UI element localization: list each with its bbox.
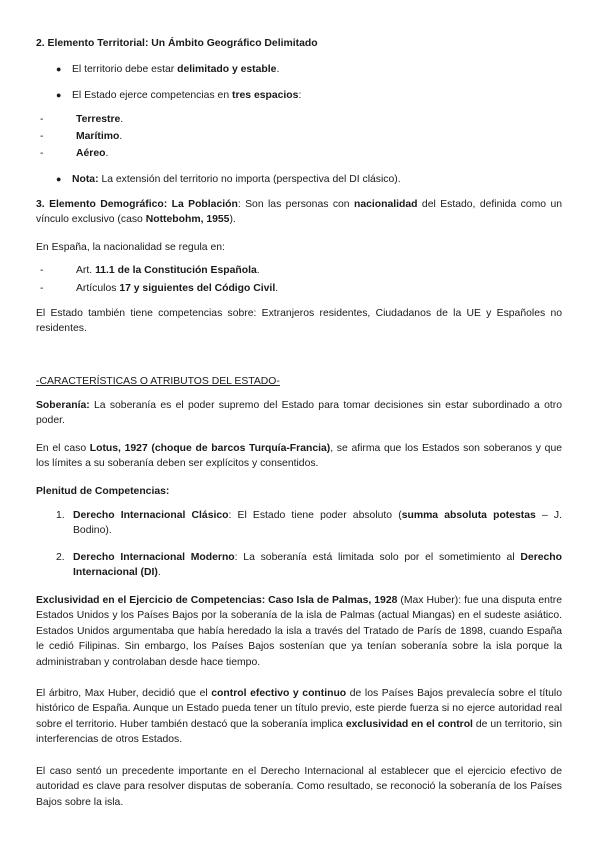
bullet-icon: ● [56,64,62,74]
document-page: 2. Elemento Territorial: Un Ámbito Geográfico Delimitado ● El territorio debe estar delimitado y estable. ● El Estado ejerce competencias en tres espacios: - Terrestre. - Marítimo. - Aéreo. ● Nota: La extensión del territorio no importa (perspectiva del DI clásico). 3. Elemento Demográfico: La Población: Son las personas con nacionalidad del Estado, definida como un vínculo exclusivo (caso Nottebohm, 1955). En España, la nacionalidad se regula en: - Art. 11.1 de la Constitución Española. - Artículos 17 y siguientes del Código Civil. El Estado también tiene competencias sobre: Extranjeros residentes, Ciudadanos de la UE y Españoles no residentes. -CARACTERÍSTICAS O ATRIBUTOS DEL ESTADO- Soberanía: La soberanía es el poder supremo del Estado para tomar decisiones sin estar subordinado a otro poder. En el caso Lotus, 1927 (choque de barcos Turquía-Francia), se afirma que los Estados son soberanos y que los límites a su soberanía deben ser explícitos y consentidos. Plenitud de Competencias: 1. Derecho Internacional Clásico: El Estado tiene poder absoluto (summa absoluta potestas – J. Bodino). 2. Derecho Internacional Moderno: La soberanía está limitada solo por el sometimiento al Derecho Internacional (DI). Exclusividad en el Ejercicio de Competencias: Caso Isla de Palmas, 1928 (Max Huber): fue una disputa entre Estados Unidos y los Países Bajos por la soberanía de la isla de Palmas (actual Miangas) en el sudeste asiático. Estados Unidos argumentaba que había heredado la isla a través del Tratado de París de 1898, cuando España le cedió Filipinas. Sin embargo, los Países Bajos sostenían que ya tenían soberanía sobre la isla porque la administraban y controlaban desde hace tiempo. El árbitro, Max Huber, decidió que el control efectivo y continuo de los Países Bajos prevalecía sobre el título histórico de España. Aunque un Estado pueda tener un título previo, este pierde fuerza si no ejerce autoridad real sobre el territorio. Huber también destacó que la soberanía implica exclusividad en el control de un territorio, sin interferencias de otros Estados. El caso sentó un precedente importante en el Derecho Internacional al establecer que el ejercicio efectivo de autoridad es clave para resolver disputas de soberanía. Como resultado, se reconoció la soberanía de los Países Bajos sobre la isla. [0,0,599,848]
paragraph-competencias: El Estado también tiene competencias sobre: Extranjeros residentes, Ciudadanos de la UE y Españoles no residentes. [36,308,562,335]
paragraph-conclusion: El caso sentó un precedente importante en el Derecho Internacional al establecer que el ejercicio efectivo de autoridad es clave para resolver disputas de soberanía. Como resultado, se reconoció la soberanía de los Países Bajos sobre la isla. [36,766,562,808]
paragraph-soberania: Soberanía: La soberanía es el poder supremo del Estado para tomar decisiones sin estar subordinado a otro poder. [36,400,562,427]
dash-marker: - [40,283,44,294]
dash-marker: - [40,148,44,159]
section-heading: -CARACTERÍSTICAS O ATRIBUTOS DEL ESTADO- [36,376,280,387]
dash-marker: - [40,265,44,276]
paragraph-poblacion: 3. Elemento Demográfico: La Población: Son las personas con nacionalidad del Estado, definida como un vínculo exclusivo (caso Nottebohm, 1955). [36,199,563,226]
bullet-icon: ● [56,174,62,184]
bullet-icon: ● [56,90,62,100]
paragraph-nacionalidad: En España, la nacionalidad se regula en: [36,242,225,253]
paragraph-lotus: En el caso Lotus, 1927 (choque de barcos Turquía-Francia), se afirma que los Estados son soberanos y que los límites a su soberanía deben ser explícitos y consentidos. [36,443,562,470]
paragraph-isla-palmas: Exclusividad en el Ejercicio de Competencias: Caso Isla de Palmas, 1928 (Max Huber): fue una disputa entre Estados Unidos y los Países Bajos por la soberanía de la isla de Palmas (actual Miangas) en el sudeste asiático. Estados Unidos argumentaba que había heredado la isla a través del Tratado de París de 1898, cuando España le cedió Filipinas. Sin embargo, los Países Bajos sostenían que ya tenían soberanía sobre la isla porque la administraban y controlaban desde hace tiempo. [36,595,563,668]
plenitud-heading: Plenitud de Competencias: [36,486,170,497]
dash-marker: - [40,114,44,125]
section-2-title: 2. Elemento Territorial: Un Ámbito Geográfico Delimitado [36,38,318,49]
dash-marker: - [40,131,44,142]
paragraph-huber: El árbitro, Max Huber, decidió que el control efectivo y continuo de los Países Bajos prevalecía sobre el título histórico de España. Aunque un Estado pueda tener un título previo, este pierde fuerza si no ejerce autoridad real sobre el territorio. Huber también destacó que la soberanía implica exclusividad en el control de un territorio, sin interferencias de otros Estados. [36,688,563,746]
